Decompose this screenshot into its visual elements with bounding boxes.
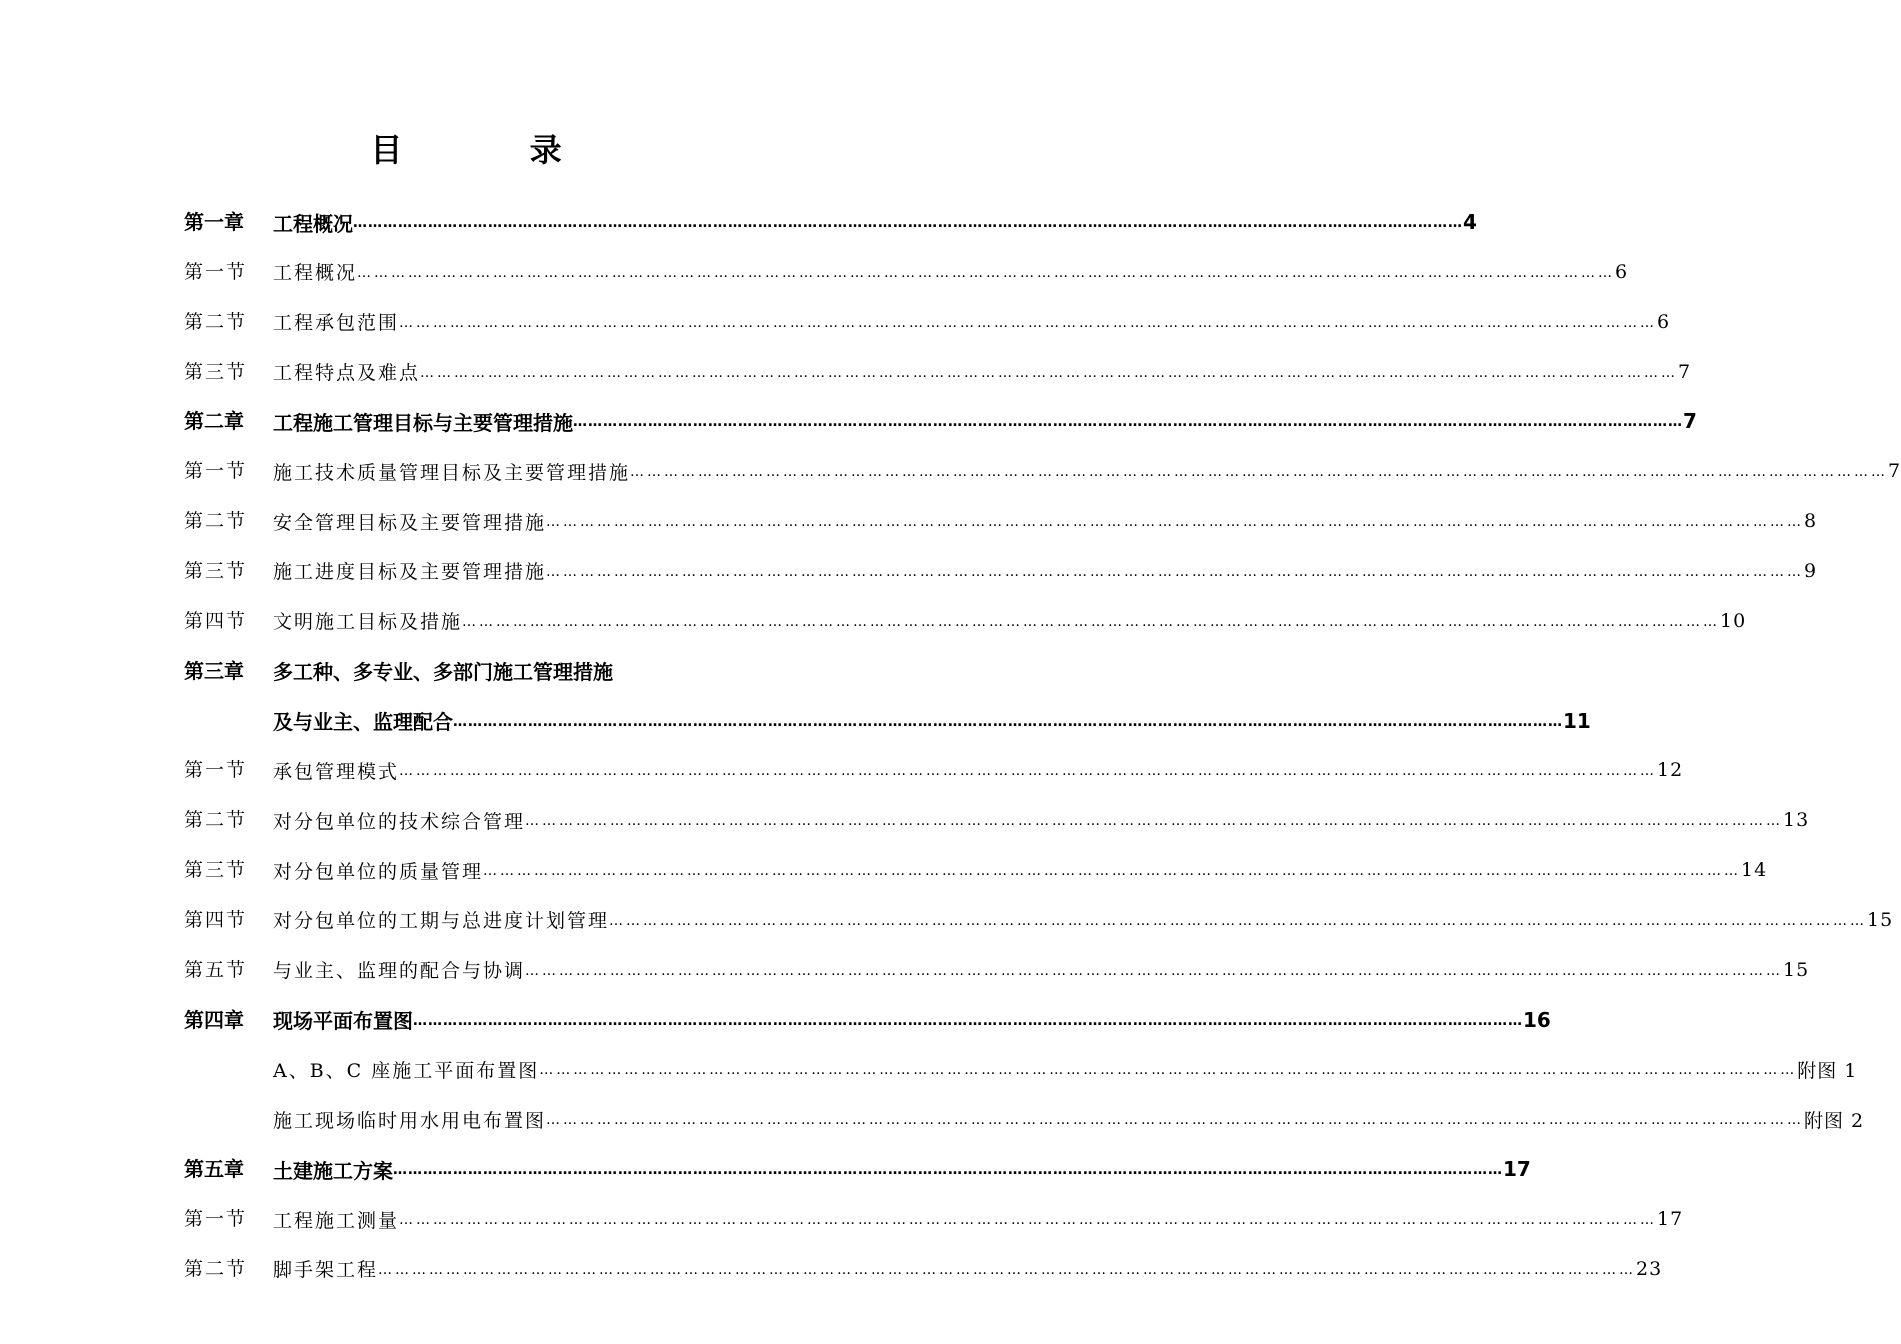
section-title: 对分包单位的质量管理	[273, 860, 484, 883]
toc-row	[0, 307, 1671, 337]
dot-leader: ……………………………………………………………………………………………………………………………………………………………………………………………………	[462, 613, 1721, 630]
chapter-number: 第五章	[184, 1157, 244, 1182]
section-title: 与业主、监理的配合与协调	[273, 960, 526, 983]
toc-row	[0, 1204, 1684, 1234]
dot-leader: ……………………………………………………………………………………………………………………………………………………………………………………………………	[525, 813, 1784, 830]
section-number: 第四节	[184, 908, 248, 931]
page-number: 4	[1463, 210, 1477, 234]
toc-row	[0, 357, 1692, 387]
section-title: 安全管理目标及主要管理措施	[273, 511, 547, 534]
toc-row	[0, 656, 950, 686]
toc-row	[0, 1254, 1663, 1284]
section-number: 第二节	[184, 1257, 248, 1280]
page-number: 6	[1615, 260, 1629, 283]
section-title: 承包管理模式	[273, 760, 400, 783]
chapter-number: 第一章	[184, 210, 244, 234]
dot-leader: ……………………………………………………………………………………………………………………………………………………………………………………………………	[453, 713, 1563, 730]
page-number: 14	[1741, 859, 1768, 882]
section-number: 第三节	[184, 859, 248, 882]
page-number: 附图 1	[1797, 1059, 1858, 1082]
section-title: 对分包单位的工期与总进度计划管理	[273, 910, 610, 933]
section-number: 第三节	[184, 559, 248, 582]
chapter-number: 第二章	[184, 409, 244, 434]
chapter-title: 及与业主、监理配合	[273, 710, 453, 734]
section-number: 第二节	[184, 510, 248, 533]
page-number: 7	[1888, 460, 1901, 483]
chapter-number: 第三章	[184, 658, 244, 683]
section-title: 对分包单位的技术综合管理	[273, 810, 526, 833]
toc-row	[0, 456, 1901, 486]
dot-leader: ……………………………………………………………………………………………………………………………………………………………………………………………………	[525, 962, 1784, 979]
section-title: 工程特点及难点	[273, 362, 421, 385]
toc-row	[0, 207, 1477, 237]
toc-row	[0, 556, 1818, 586]
section-title: 施工现场临时用水用电布置图	[273, 1109, 547, 1132]
chapter-title: 现场平面布置图	[273, 1009, 413, 1034]
dot-leader: ……………………………………………………………………………………………………………………………………………………………………………………………………	[539, 1062, 1798, 1079]
section-number: 第四节	[184, 609, 248, 632]
section-title: 文明施工目标及措施	[273, 611, 463, 634]
toc-row	[0, 1005, 1551, 1035]
page-number: 13	[1783, 809, 1810, 832]
chapter-title: 土建施工方案	[273, 1158, 393, 1183]
dot-leader: ……………………………………………………………………………………………………………………………………………………………………………………………………	[357, 264, 1616, 281]
page-number: 15	[1867, 908, 1894, 931]
dot-leader: ……………………………………………………………………………………………………………………………………………………………………………………………………	[546, 563, 1805, 580]
toc-row	[0, 855, 1768, 885]
section-title: 工程承包范围	[273, 312, 400, 335]
page-number: 附图 2	[1804, 1109, 1865, 1132]
chapter-title: 工程概况	[273, 211, 353, 236]
section-title: A、B、C 座施工平面布置图	[273, 1059, 540, 1082]
dot-leader: ……………………………………………………………………………………………………………………………………………………………………………………………………	[393, 1162, 1503, 1179]
page-number: 7	[1683, 409, 1697, 434]
chapter-title: 多工种、多专业、多部门施工管理措施	[273, 660, 613, 685]
toc-row	[0, 706, 1591, 736]
toc-row	[0, 1104, 1865, 1134]
dot-leader: ……………………………………………………………………………………………………………………………………………………………………………………………………	[413, 1012, 1523, 1029]
toc-row	[0, 606, 1747, 636]
section-number: 第一节	[184, 460, 248, 483]
chapter-title: 工程施工管理目标与主要管理措施	[273, 410, 573, 435]
page-number: 16	[1523, 1007, 1551, 1032]
page-number: 10	[1720, 609, 1747, 632]
toc-row	[0, 506, 1818, 536]
dot-leader: ……………………………………………………………………………………………………………………………………………………………………………………………………	[420, 364, 1679, 381]
toc-row	[0, 406, 1697, 436]
section-number: 第二节	[184, 310, 248, 333]
section-title: 施工进度目标及主要管理措施	[273, 561, 547, 584]
section-title: 脚手架工程	[273, 1259, 379, 1282]
page-number: 6	[1657, 310, 1671, 333]
toc-row	[0, 1054, 1858, 1084]
toc-row	[0, 1154, 1531, 1184]
page-number: 11	[1563, 708, 1591, 733]
page-title: 目 录	[370, 131, 620, 169]
section-title: 施工技术质量管理目标及主要管理措施	[273, 461, 631, 484]
page-number: 8	[1804, 510, 1818, 533]
toc-row	[0, 257, 1629, 287]
dot-leader: ……………………………………………………………………………………………………………………………………………………………………………………………………	[353, 215, 1463, 231]
section-title: 工程施工测量	[273, 1209, 400, 1232]
toc-row	[0, 955, 1810, 985]
toc-row	[0, 905, 1894, 935]
section-number: 第一节	[184, 759, 248, 782]
dot-leader: ……………………………………………………………………………………………………………………………………………………………………………………………………	[399, 763, 1658, 780]
page-number: 15	[1783, 958, 1810, 981]
section-number: 第一节	[184, 1208, 248, 1230]
section-number: 第一节	[184, 260, 248, 283]
section-title: 工程概况	[273, 262, 358, 285]
page-number: 17	[1503, 1157, 1531, 1182]
page-number: 17	[1657, 1208, 1684, 1230]
chapter-number: 第四章	[184, 1007, 244, 1032]
toc-row	[0, 755, 1684, 785]
section-number: 第五节	[184, 958, 248, 981]
page-number: 23	[1636, 1257, 1663, 1280]
toc-row	[0, 805, 1810, 835]
dot-leader: ……………………………………………………………………………………………………………………………………………………………………………………………………	[546, 514, 1805, 531]
dot-leader: ……………………………………………………………………………………………………………………………………………………………………………………………………	[378, 1261, 1637, 1278]
page-number: 7	[1678, 360, 1692, 383]
dot-leader: ……………………………………………………………………………………………………………………………………………………………………………………………………	[399, 1212, 1658, 1228]
dot-leader: ……………………………………………………………………………………………………………………………………………………………………………………………………	[546, 1112, 1805, 1129]
dot-leader: ……………………………………………………………………………………………………………………………………………………………………………………………………	[630, 464, 1889, 481]
page-number: 12	[1657, 759, 1684, 782]
dot-leader: ……………………………………………………………………………………………………………………………………………………………………………………………………	[483, 863, 1742, 880]
dot-leader: ……………………………………………………………………………………………………………………………………………………………………………………………………	[399, 314, 1658, 331]
page-number: 9	[1804, 559, 1818, 582]
section-number: 第二节	[184, 809, 248, 832]
dot-leader: ……………………………………………………………………………………………………………………………………………………………………………………………………	[573, 414, 1683, 431]
dot-leader: ……………………………………………………………………………………………………………………………………………………………………………………………………	[609, 912, 1868, 929]
section-number: 第三节	[184, 360, 248, 383]
